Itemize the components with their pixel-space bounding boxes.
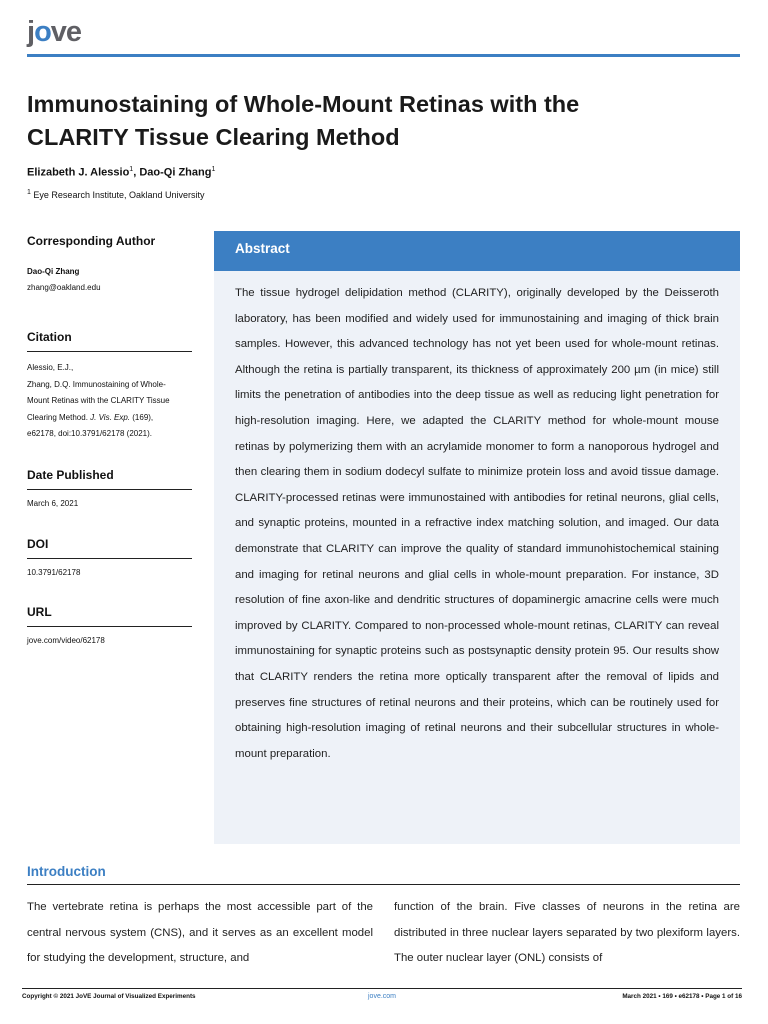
jove-logo[interactable] (27, 16, 81, 49)
abstract-text: The tissue hydrogel delipidation method (CLARITY), originally developed by the Deisseroth laboratory, has been modified and widely used for immunostaining and imaging of thick brain samples. However, this advanced technology has not yet been used for whole-mount retinas. Although the retina is partially transparent, its thickness of approximately 200 µm (in mice) still limits the penetration of antibodies into the deep tissue as well as reducing light penetration for high-resolution imaging. Here, we adapted the CLARITY method for whole-mount mouse retinas by polymerizing them with an acrylamide monomer to form a nanoporous hydrogel and then clearing them in sodium dodecyl sulfate to minimize protein loss and avoid tissue damage. CLARITY-processed retinas were immunostained with antibodies for retinal neurons, glial cells, and synaptic proteins, mounted in a refractive index matching solution, and imaged. Our data demonstrate that CLARITY can improve the quality of standard immunohistochemical staining and imaging for retinal neurons and glial cells in whole-mount preparation. For instance, 3D resolution of fine axon-like and dendritic structures of dopaminergic amacrine cells were much improved by CLARITY. Compared to non-processed whole-mount retinas, CLARITY can reveal immunostaining for synaptic proteins such as postsynaptic density protein 95. Our results show that CLARITY renders the retina more optically transparent after the removal of lipids and preserves fine structures of retinal neurons and their proteins, which can be routinely used for obtaining high-resolution imaging of retinal neurons and their subcellular structures in whole-mount preparation. (235, 287, 719, 760)
header-rule (27, 54, 740, 57)
citation-line (27, 410, 192, 427)
author-separator: , (133, 166, 140, 179)
footer-rule (22, 988, 742, 989)
logo-letter-j: j (27, 16, 35, 48)
corresponding-author-name: Dao-Qi Zhang (27, 267, 80, 276)
doi-heading: DOI (27, 537, 192, 559)
introduction-heading: Introduction (27, 864, 740, 885)
author-affil-mark: 1 (211, 166, 216, 173)
corresponding-author-email[interactable]: zhang@oakland.edu (27, 283, 101, 292)
citation-line: Zhang, D.Q. Immunostaining of Whole- (27, 379, 166, 389)
title-line-2: CLARITY Tissue Clearing Method (27, 124, 400, 150)
abstract-heading: Abstract (235, 241, 290, 256)
logo-letter-o: o (34, 16, 51, 48)
introduction-column-right: function of the brain. Five classes of neurons in the retina are distributed in three nuclear layers separated by two plexiform layers. The outer nuclear layer (ONL) consists of (394, 901, 740, 965)
date-published-value: March 6, 2021 (27, 499, 79, 508)
author-name: Elizabeth J. Alessio (27, 166, 130, 179)
corresponding-author-heading: Corresponding Author (27, 234, 156, 248)
journal-name: J. Vis. Exp. (90, 412, 131, 422)
citation-line: e62178, doi:10.3791/62178 (2021). (27, 429, 152, 438)
author-list (27, 166, 215, 179)
affiliation-mark: 1 (27, 189, 31, 196)
author-name: Dao-Qi Zhang (139, 166, 212, 179)
affiliation (27, 189, 205, 200)
date-published-heading: Date Published (27, 468, 192, 490)
doi-value[interactable]: 10.3791/62178 (27, 568, 81, 577)
paper-title (27, 88, 727, 154)
citation-heading: Citation (27, 330, 192, 352)
abstract-header (214, 231, 740, 271)
citation-fragment: (169), (130, 412, 154, 422)
logo-letters-ve: ve (50, 16, 82, 48)
affiliation-text: Eye Research Institute, Oakland University (33, 190, 205, 200)
citation-line: Alessio, E.J., (27, 363, 74, 372)
footer-link[interactable]: jove.com (368, 993, 397, 1000)
title-line-1: Immunostaining of Whole-Mount Retinas with the (27, 91, 580, 117)
footer-copyright: Copyright © 2021 JoVE Journal of Visualized Experiments (22, 993, 196, 1000)
footer-page-info: March 2021 • 169 • e62178 • Page 1 of 16 (622, 993, 742, 1000)
citation-fragment: Clearing Method. (27, 412, 91, 422)
citation-line: Mount Retinas with the CLARITY Tissue (27, 396, 170, 405)
introduction-column-left: The vertebrate retina is perhaps the most accessible part of the central nervous system (CNS), and it serves as an excellent model for studying the development, structure, and (27, 901, 373, 965)
author-affil-mark: 1 (129, 166, 134, 173)
citation-text (27, 360, 192, 443)
url-value[interactable]: jove.com/video/62178 (27, 636, 105, 645)
url-heading: URL (27, 605, 192, 627)
abstract-panel (214, 271, 740, 844)
